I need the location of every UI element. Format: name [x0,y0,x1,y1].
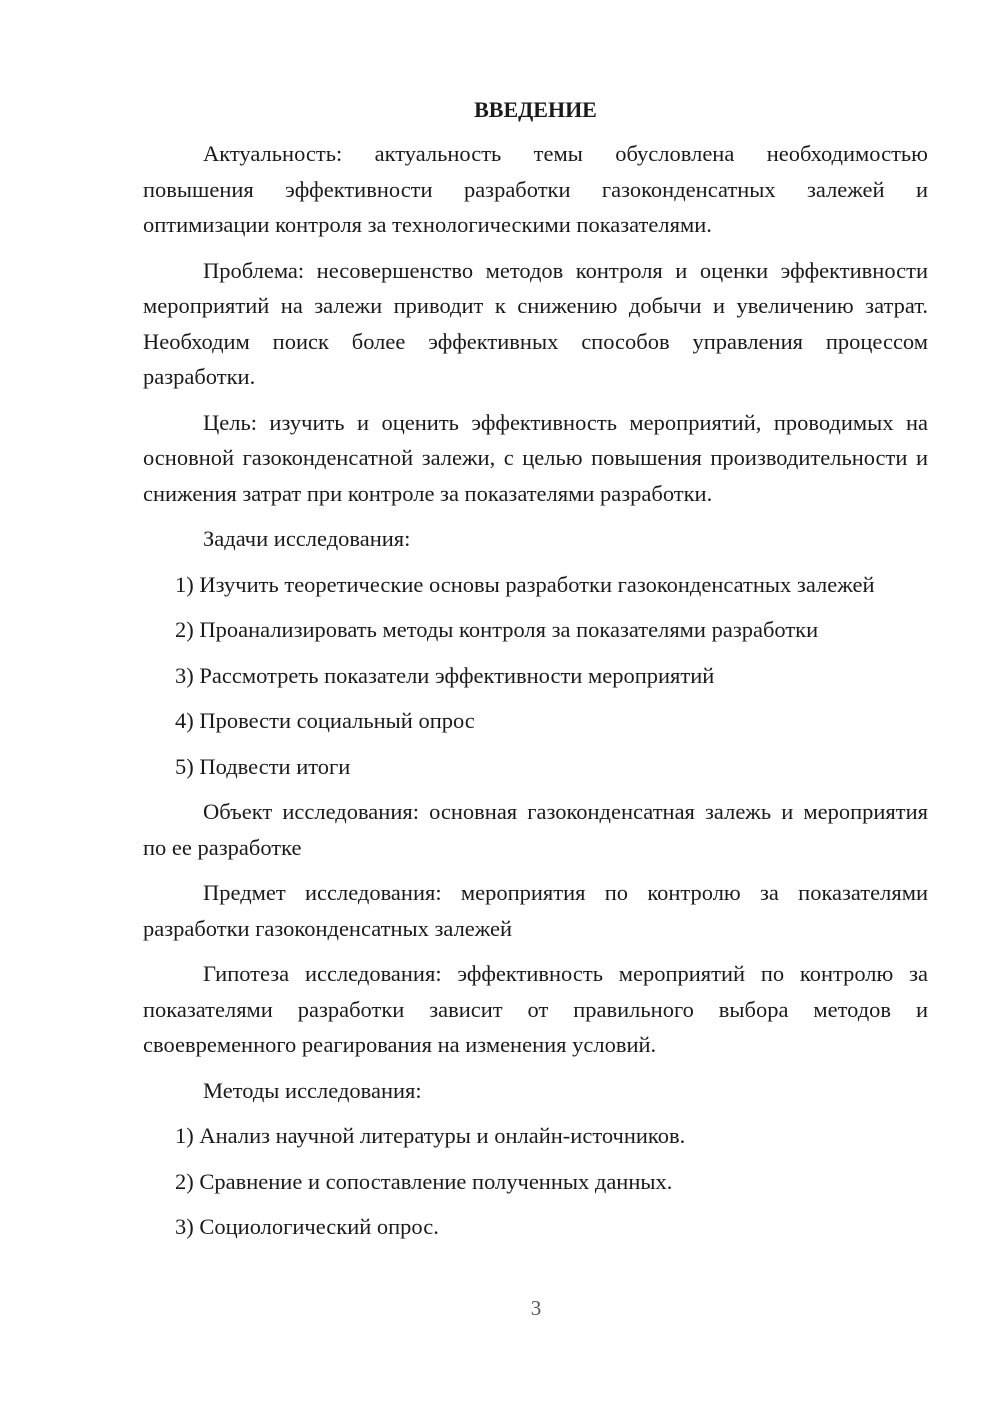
tasks-list [143,567,928,785]
problem-paragraph: Проблема: несовершенство методов контроля и оценки эффективности мероприятий на залежи приводит к снижению добычи и увеличению затрат. Необходим поиск более эффективных способов управления процессом разработки. [143,257,928,389]
method-item: 2) Сравнение и сопоставление полученных данных. [175,1168,673,1194]
object-paragraph: Объект исследования: основная газоконденсатная залежь и мероприятия по ее разработке [143,799,928,860]
methods-heading: Методы исследования: [203,1077,422,1103]
methods-list [143,1118,928,1245]
task-item: 5) Подвести итоги [175,753,351,779]
method-item: 3) Социологический опрос. [175,1214,439,1239]
page-number: 3 [530,1296,542,1320]
method-item: 1) Анализ научной литературы и онлайн-источников. [175,1123,686,1148]
relevance-paragraph: Актуальность: актуальность темы обусловлена необходимостью повышения эффективности разработки газоконденсатных залежей и оптимизации контроля за технологическими показателями. [143,141,928,237]
hypothesis-paragraph: Гипотеза исследования: эффективность мероприятий по контролю за показателями разработки зависит от правильного выбора методов и своевременного реагирования на изменения условий. [143,961,928,1057]
document-title: ВВЕДЕНИЕ [474,97,597,122]
task-item: 3) Рассмотреть показатели эффективности мероприятий [175,662,715,688]
subject-paragraph: Предмет исследования: мероприятия по контролю за показателями разработки газоконденсатных залежей [143,880,928,941]
task-item: 2) Проанализировать методы контроля за показателями разработки [175,617,819,642]
task-item: 4) Провести социальный опрос [175,708,475,733]
task-item: 1) Изучить теоретические основы разработки газоконденсатных залежей [175,571,875,597]
document-page [143,92,928,1255]
tasks-heading: Задачи исследования: [203,526,411,551]
goal-paragraph: Цель: изучить и оценить эффективность мероприятий, проводимых на основной газоконденсатной залежи, с целью повышения производительности и снижения затрат при контроле за показателями разработки. [143,409,928,506]
